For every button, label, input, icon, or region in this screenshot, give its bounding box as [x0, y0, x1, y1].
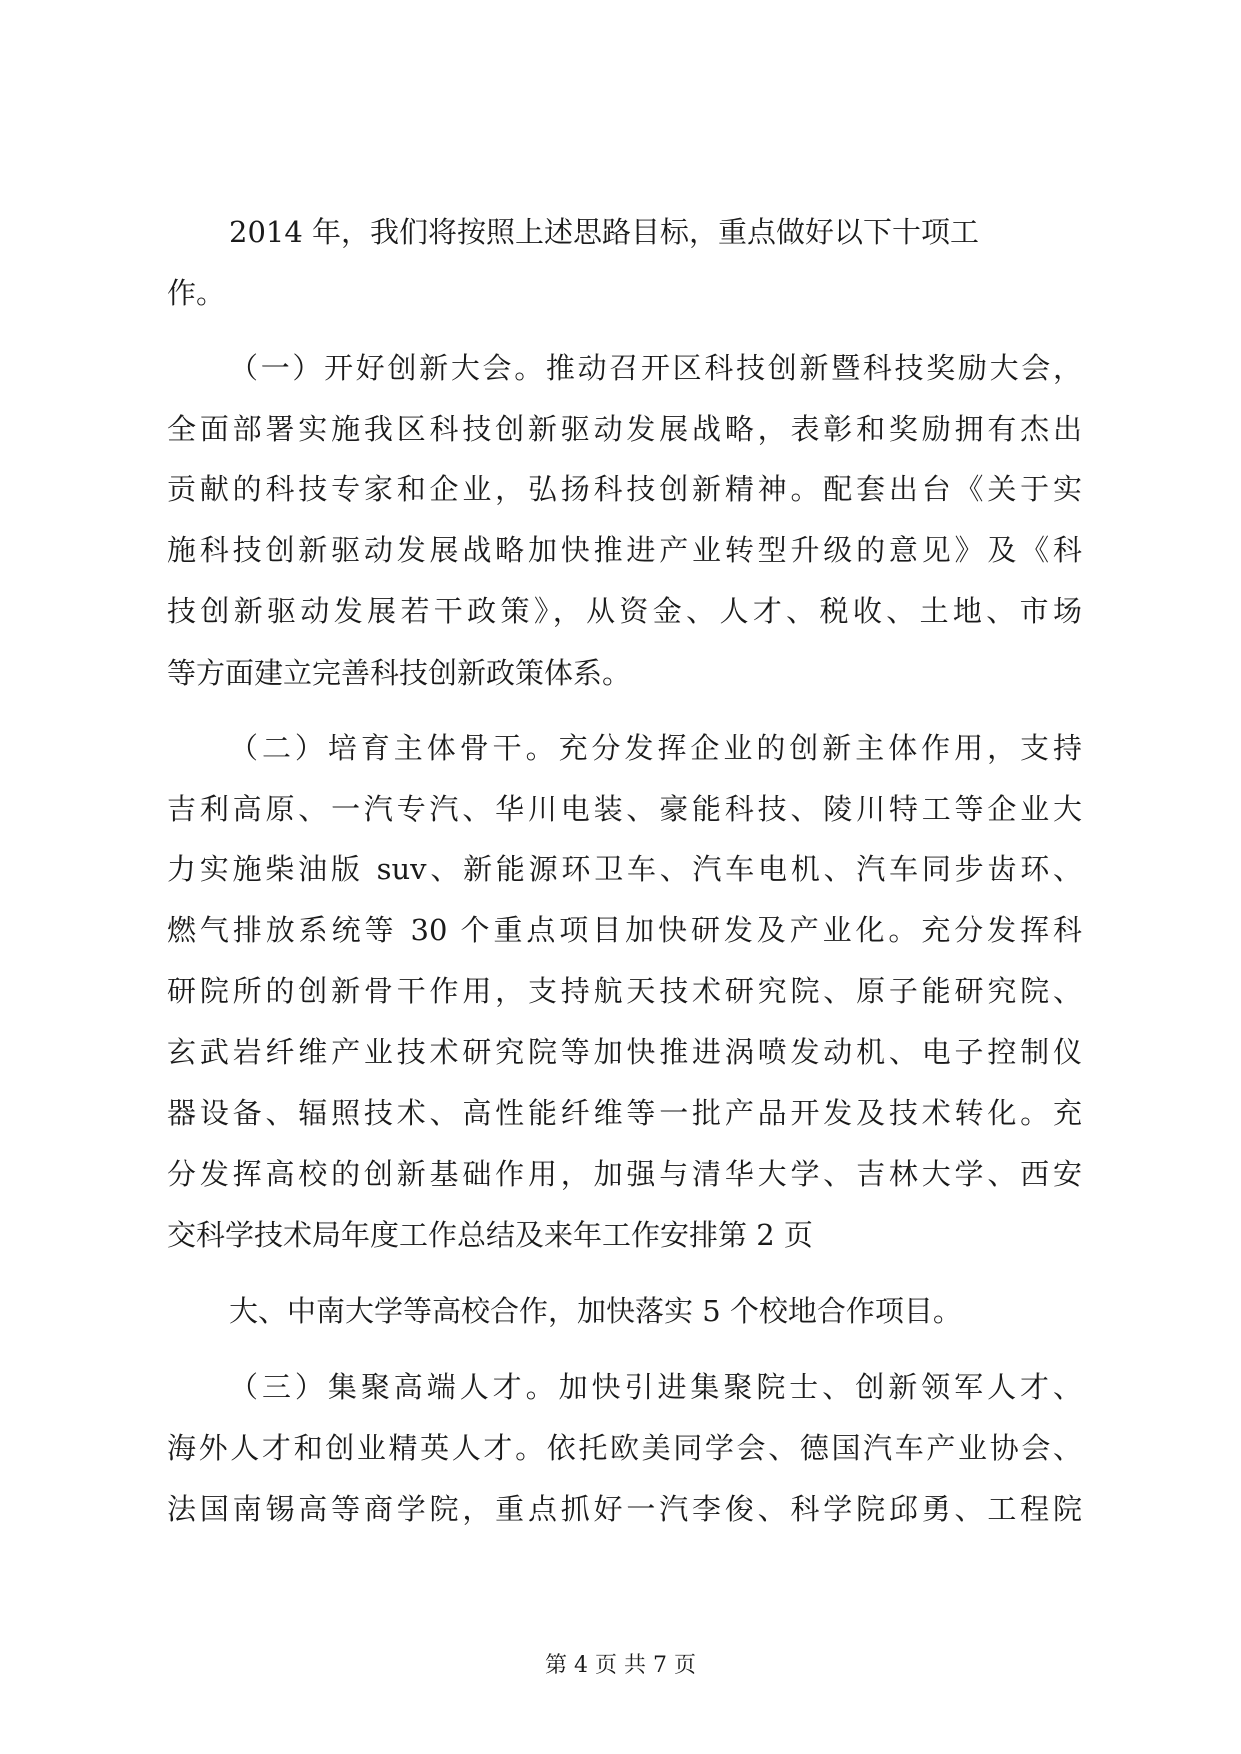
- text-line: 器设备、辐照技术、高性能纤维等一批产品开发及技术转化。充: [167, 1096, 1082, 1130]
- text-line: 燃气排放系统等 30 个重点项目加快研发及产业化。充分发挥科: [167, 913, 1082, 947]
- text-line: 技创新驱动发展若干政策》，从资金、人才、税收、土地、市场: [167, 594, 1082, 628]
- text-line: 海外人才和创业精英人才。依托欧美同学会、德国汽车产业协会、: [167, 1431, 1082, 1465]
- text-line: 2014 年，我们将按照上述思路目标，重点做好以下十项工: [229, 215, 980, 249]
- text-line: 力实施柴油版 suv、新能源环卫车、汽车电机、汽车同步齿环、: [167, 852, 1082, 886]
- text-line: 大、中南大学等高校合作，加快落实 5 个校地合作项目。: [229, 1294, 962, 1328]
- text-line: 玄武岩纤维产业技术研究院等加快推进涡喷发动机、电子控制仪: [167, 1035, 1082, 1069]
- text-line: （三）集聚高端人才。加快引进集聚院士、创新领军人才、: [229, 1370, 1082, 1404]
- text-line: 贡献的科技专家和企业，弘扬科技创新精神。配套出台《关于实: [167, 472, 1082, 506]
- text-line: 研院所的创新骨干作用，支持航天技术研究院、原子能研究院、: [167, 974, 1082, 1008]
- text-line: 等方面建立完善科技创新政策体系。: [167, 656, 632, 690]
- text-line: 交科学技术局年度工作总结及来年工作安排第 2 页: [167, 1218, 813, 1252]
- text-line: 法国南锡高等商学院，重点抓好一汽李俊、科学院邱勇、工程院: [167, 1492, 1082, 1526]
- text-line: 分发挥高校的创新基础作用，加强与清华大学、吉林大学、西安: [167, 1157, 1082, 1191]
- text-line: 施科技创新驱动发展战略加快推进产业转型升级的意见》及《科: [167, 533, 1082, 567]
- page-footer: 第 4 页 共 7 页: [545, 1653, 696, 1678]
- text-line: （一）开好创新大会。推动召开区科技创新暨科技奖励大会，: [229, 351, 1082, 385]
- text-line: 全面部署实施我区科技创新驱动发展战略，表彰和奖励拥有杰出: [167, 412, 1082, 446]
- text-line: 吉利高原、一汽专汽、华川电装、豪能科技、陵川特工等企业大: [167, 792, 1082, 826]
- text-line: （二）培育主体骨干。充分发挥企业的创新主体作用，支持: [229, 731, 1082, 765]
- text-line: 作。: [167, 276, 226, 310]
